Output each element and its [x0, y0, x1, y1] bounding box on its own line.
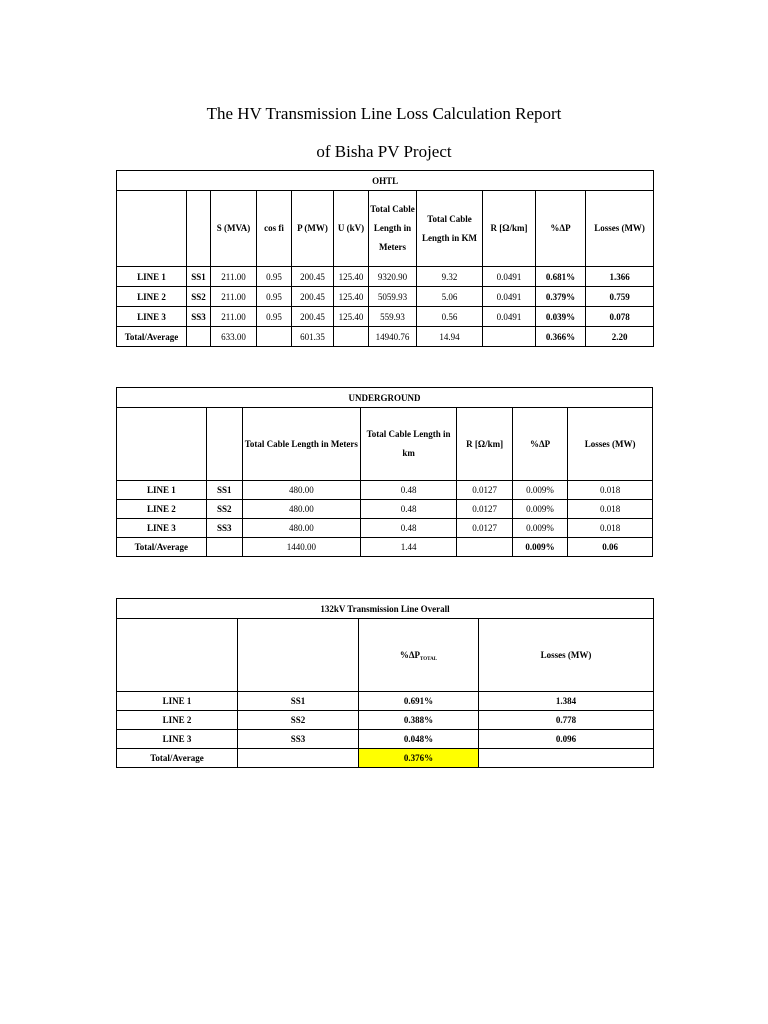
table-cell: 125.40	[334, 267, 369, 287]
table-cell: 0.018	[568, 500, 653, 519]
table-cell: 14940.76	[369, 327, 417, 347]
table-cell: 0.48	[360, 500, 457, 519]
table-cell	[206, 538, 242, 557]
table-cell: 0.48	[360, 481, 457, 500]
header-s-mva: S (MVA)	[211, 191, 257, 267]
table-cell: 601.35	[292, 327, 334, 347]
ohtl-caption: OHTL	[117, 171, 654, 191]
table-cell: 0.009%	[512, 481, 567, 500]
table-cell: 633.00	[211, 327, 257, 347]
header-length-km: Total Cable Length in KM	[417, 191, 483, 267]
line-label: LINE 2	[117, 711, 238, 730]
table-cell: 480.00	[242, 519, 360, 538]
table-row	[117, 519, 653, 538]
header-delta-p-total	[359, 619, 479, 692]
table-cell: 0.48	[360, 519, 457, 538]
delta-p-label: %ΔP	[399, 650, 421, 660]
table-cell: 200.45	[292, 287, 334, 307]
total-row	[117, 749, 654, 768]
table-cell: 211.00	[211, 307, 257, 327]
table-cell: 0.048%	[359, 730, 479, 749]
header-cell	[117, 619, 238, 692]
header-resistance: R [Ω/km]	[457, 408, 512, 481]
header-cell	[238, 619, 359, 692]
table-cell: 0.0491	[483, 287, 536, 307]
table-cell: 480.00	[242, 481, 360, 500]
table-cell: 0.078	[586, 307, 654, 327]
substation-label: SS3	[206, 519, 242, 538]
table-cell: 1.384	[479, 692, 654, 711]
report-title-line2: of Bisha PV Project	[316, 142, 452, 161]
table-cell: 1.44	[360, 538, 457, 557]
header-delta-p: %ΔP	[512, 408, 567, 481]
table-cell	[187, 327, 211, 347]
overall-caption: 132kV Transmission Line Overall	[117, 599, 654, 619]
total-row	[117, 538, 653, 557]
table-cell	[483, 327, 536, 347]
table-cell: 0.95	[257, 287, 292, 307]
table-cell: 0.0127	[457, 519, 512, 538]
table-cell: 0.691%	[359, 692, 479, 711]
table-cell: 0.778	[479, 711, 654, 730]
line-label: LINE 3	[117, 519, 207, 538]
table-row	[117, 730, 654, 749]
table-row	[117, 287, 654, 307]
substation-label: SS1	[238, 692, 359, 711]
table-cell: 211.00	[211, 267, 257, 287]
table-cell: 0.009%	[512, 538, 567, 557]
table-cell: 0.096	[479, 730, 654, 749]
header-cos-fi: cos fi	[257, 191, 292, 267]
highlighted-total-cell: 0.376%	[359, 749, 479, 768]
line-label: LINE 2	[117, 500, 207, 519]
table-cell: 0.759	[586, 287, 654, 307]
table-row	[117, 711, 654, 730]
table-cell	[334, 327, 369, 347]
table-cell: 9320.90	[369, 267, 417, 287]
header-cell	[187, 191, 211, 267]
line-label: LINE 3	[117, 307, 187, 327]
table-cell: 200.45	[292, 267, 334, 287]
header-losses: Losses (MW)	[586, 191, 654, 267]
substation-label: SS3	[238, 730, 359, 749]
table-cell: 0.018	[568, 481, 653, 500]
ohtl-table	[116, 170, 654, 347]
table-cell: 0.0127	[457, 500, 512, 519]
table-cell: 1.366	[586, 267, 654, 287]
table-cell: 0.0491	[483, 267, 536, 287]
table-cell: 125.40	[334, 307, 369, 327]
line-label: LINE 1	[117, 692, 238, 711]
header-cell	[117, 408, 207, 481]
header-p-mw: P (MW)	[292, 191, 334, 267]
line-label: LINE 1	[117, 267, 187, 287]
line-label: LINE 3	[117, 730, 238, 749]
table-cell: 0.95	[257, 307, 292, 327]
table-cell: 211.00	[211, 287, 257, 307]
table-cell: 0.366%	[536, 327, 586, 347]
table-cell: 480.00	[242, 500, 360, 519]
table-cell: 2.20	[586, 327, 654, 347]
table-cell: 0.039%	[536, 307, 586, 327]
total-label: Total/Average	[117, 327, 187, 347]
table-row	[117, 307, 654, 327]
table-cell: 0.56	[417, 307, 483, 327]
header-length-meters: Total Cable Length in Meters	[369, 191, 417, 267]
table-cell: 0.0491	[483, 307, 536, 327]
total-row	[117, 327, 654, 347]
header-u-kv: U (kV)	[334, 191, 369, 267]
header-length-km: Total Cable Length in km	[360, 408, 457, 481]
table-row	[117, 692, 654, 711]
header-losses: Losses (MW)	[479, 619, 654, 692]
table-cell	[457, 538, 512, 557]
substation-label: SS3	[187, 307, 211, 327]
table-cell: 0.009%	[512, 519, 567, 538]
substation-label: SS1	[187, 267, 211, 287]
table-cell	[257, 327, 292, 347]
table-cell: 14.94	[417, 327, 483, 347]
header-losses: Losses (MW)	[568, 408, 653, 481]
table-cell: 0.0127	[457, 481, 512, 500]
table-row	[117, 267, 654, 287]
total-label: Total/Average	[117, 538, 207, 557]
overall-table	[116, 598, 654, 768]
underground-caption: UNDERGROUND	[117, 388, 653, 408]
table-cell: 0.06	[568, 538, 653, 557]
header-delta-p: %ΔP	[536, 191, 586, 267]
table-cell: 0.009%	[512, 500, 567, 519]
substation-label: SS2	[187, 287, 211, 307]
substation-label: SS2	[206, 500, 242, 519]
underground-table	[116, 387, 653, 557]
header-cell	[117, 191, 187, 267]
line-label: LINE 1	[117, 481, 207, 500]
table-cell: 125.40	[334, 287, 369, 307]
substation-label: SS1	[206, 481, 242, 500]
table-cell	[238, 749, 359, 768]
table-row	[117, 500, 653, 519]
table-cell: 9.32	[417, 267, 483, 287]
table-cell: 5.06	[417, 287, 483, 307]
total-subscript: TOTAL	[420, 657, 438, 662]
header-cell	[206, 408, 242, 481]
table-cell: 0.681%	[536, 267, 586, 287]
table-cell: 0.379%	[536, 287, 586, 307]
table-cell: 5059.93	[369, 287, 417, 307]
line-label: LINE 2	[117, 287, 187, 307]
table-cell: 0.388%	[359, 711, 479, 730]
report-title-line1: The HV Transmission Line Loss Calculation Report	[206, 104, 562, 123]
table-cell: 200.45	[292, 307, 334, 327]
table-cell: 0.018	[568, 519, 653, 538]
substation-label: SS2	[238, 711, 359, 730]
table-cell: 559.93	[369, 307, 417, 327]
table-row	[117, 481, 653, 500]
header-length-meters: Total Cable Length in Meters	[242, 408, 360, 481]
header-resistance: R [Ω/km]	[483, 191, 536, 267]
table-cell	[479, 749, 654, 768]
table-cell: 1440.00	[242, 538, 360, 557]
total-label: Total/Average	[117, 749, 238, 768]
table-cell: 0.95	[257, 267, 292, 287]
